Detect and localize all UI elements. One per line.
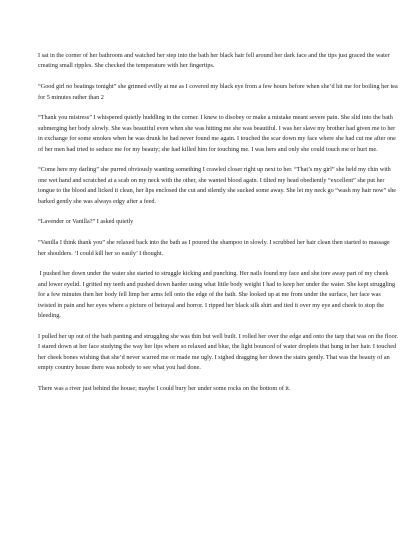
paragraph-8: I pulled her up out of the bath panting and struggling she was thin but well built. I rolled her over the edge and onto the tarp that was on the floor. I stared down at her face studying the way her lips where so relaxed and blue, the light bounced of water droplets that hung in her hair. I touched her cheek bones wishing that she’d never scarred me or made me ugly. I sighed dragging her down the stairs gently. That was the beauty of an empty country house there was nobody to see what you had done. <box>38 332 398 372</box>
paragraph-7: I pushed her down under the water she started to struggle kicking and punching. Her nails found my face and she tore away part of my cheek and lower eyelid. I gritted my teeth and pushed down harder using what little body weight I had to keep her under the water. She kept struggling for a few minutes then her body fell limp her arms fell onto the edge of the bath. She looked up at me from under the surface, her face was twisted in pain and her eyes where a picture of betrayal and horror. I ripped her black silk shirt and tied it over my eye and cheek to stop the bleeding. <box>38 270 397 320</box>
paragraph-5: “Lavender or Vanilla?” I asked quietly <box>38 218 134 226</box>
paragraph-6: “Vanilla I think thank you” she relaxed back into the bath as I poured the shampoo in slowly. I scrubbed her hair clean then started to massage her shoulders. ‘I could kill her so easily’ I thought. <box>38 239 390 257</box>
paragraph-4: “Come here my darling” she purred obviously wanting something I crawled closer right up next to her. “That’s my girl” she held my chin with one wet hand and scratched at a scab on my neck with the other, she wanted blood again. I tilted my head obediently “excellent” she put her tongue to the blood and licked it clean, her lips enclosed the cut and silently she sucked some away. She let my neck go “wash my hair now” she barked gently she was always edgy after a feed. <box>38 166 397 205</box>
paragraph-2: “Good girl no beatings tonight” she grinned evilly at me as I covered my black eye from a few hours before when she’d hit me for boiling her tea for 5 minutes rather than 2 <box>38 83 398 101</box>
paragraph-9: There was a river just behind the house; maybe I could bury her under some rocks on the bottom of it. <box>38 384 291 392</box>
paragraph-1: I sat in the corner of her bathroom and watched her step into the bath her black hair fell around her dark face and the tips just graced the water creating small ripples. She checked the temperature with her fingertips. <box>38 52 390 70</box>
paragraph-3: “Thank you mistress” I whispered quietly huddling in the corner. I knew to disobey or make a mistake meant severe pain. She slid into the bath submerging her body slowly. She was beautiful even when she was hitting me she was beautiful. I was her slave my brother had given me to her in exchange for some smokes when he was drunk he had never found me again. I touched the scar down my face where she had cut me after one of her men had tried to seduce me for my beauty; she had killed him for touching me. I was hers and only she could touch me or hurt me. <box>38 114 396 153</box>
